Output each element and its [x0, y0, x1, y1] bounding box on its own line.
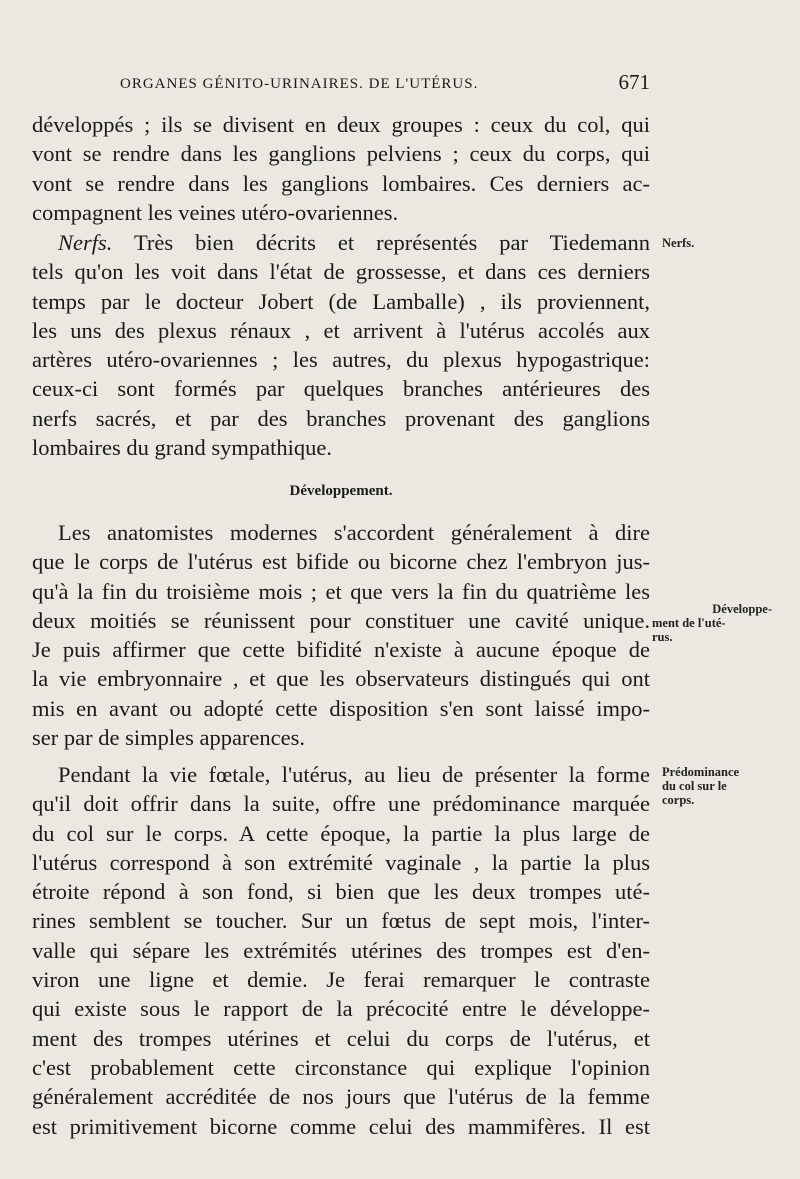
margin-note-line: du col sur le [662, 779, 727, 793]
text-line: deux moitiés se réunissent pour constituer une cavité unique. [32, 607, 650, 633]
text-line: vont se rendre dans les ganglions pelviens ; ceux du corps, qui [32, 141, 650, 167]
text-line: artères utéro-ovariennes ; les autres, du plexus hypogastrique: [32, 347, 650, 373]
text-line: l'utérus correspond à son extrémité vaginale , la partie la plus [32, 849, 650, 875]
section-heading: Développement. [289, 483, 393, 499]
margin-note-predominance [662, 765, 772, 807]
text-line: qu'il doit offrir dans la suite, offre une prédominance marquée [32, 791, 650, 817]
text-line: rines semblent se toucher. Sur un fœtus de sept mois, l'inter- [32, 908, 650, 934]
paragraph-nerfs [32, 228, 650, 462]
text-line: que le corps de l'utérus est bifide ou bicorne chez l'embryon jus- [32, 549, 650, 575]
text-line: Les anatomistes modernes s'accordent généralement à dire [58, 520, 650, 545]
text-line: ser par de simples apparences. [32, 725, 306, 751]
text-line: qu'à la fin du troisième mois ; et que vers la fin du quatrième les [32, 578, 650, 604]
page-number: 671 [618, 70, 650, 94]
margin-note-line: Développe- [712, 602, 772, 616]
text-line: tels qu'on les voit dans l'état de grossesse, et dans ces derniers [32, 259, 650, 285]
text-line: temps par le docteur Jobert (de Lamballe) , ils proviennent, [32, 288, 650, 314]
margin-note-line: Prédominance [662, 765, 740, 779]
text-line: viron une ligne et demie. Je ferai remarquer le contraste [32, 967, 650, 993]
text-line: mis en avant ou adopté cette disposition s'en sont laissé impo- [32, 695, 650, 721]
text-line: vont se rendre dans les ganglions lombaires. Ces derniers ac- [32, 170, 650, 196]
margin-note-nerfs: Nerfs. [662, 236, 695, 250]
text-line: étroite répond à son fond, si bien que les deux trompes uté- [32, 879, 650, 905]
text-line: lombaires du grand sympathique. [32, 435, 332, 461]
text-line: Je puis affirmer que cette bifidité n'existe à aucune époque de [32, 637, 650, 663]
page-header [60, 70, 650, 100]
paragraph-4 [32, 760, 650, 1141]
text-line: c'est probablement cette circonstance qui explique l'opinion [32, 1054, 650, 1080]
margin-note-line: rus. [652, 630, 673, 644]
running-title: ORGANES GÉNITO-URINAIRES. DE L'UTÉRUS. [120, 76, 479, 92]
nerfs-lead: Nerfs. [58, 230, 113, 255]
text-line: nerfs sacrés, et par des branches provenant des ganglions [32, 405, 650, 431]
text-line: est primitivement bicorne comme celui des mammifères. Il est [32, 1113, 650, 1139]
text-line: du col sur le corps. A cette époque, la partie la plus large de [32, 820, 650, 846]
text-line: ceux-ci sont formés par quelques branches antérieures des [32, 376, 650, 402]
text-line: les uns des plexus rénaux , et arrivent à l'utérus accolés aux [32, 317, 650, 343]
text-line: la vie embryonnaire , et que les observateurs distingués qui ont [32, 666, 650, 692]
text-line: qui existe sous le rapport de la précocité entre le développe- [32, 996, 650, 1022]
paragraph-3 [32, 518, 650, 752]
text-line: compagnent les veines utéro-ovariennes. [32, 199, 399, 225]
text-line [32, 228, 650, 257]
text-line: Pendant la vie fœtale, l'utérus, au lieu de présenter la forme [58, 762, 650, 787]
text-line: valle qui sépare les extrémités utérines des trompes est d'en- [32, 937, 650, 963]
margin-note-line: ment de l'uté- [652, 616, 726, 630]
text-line: développés ; ils se divisent en deux groupes : ceux du col, qui [32, 112, 650, 137]
text-line: ment des trompes utérines et celui du corps de l'utérus, et [32, 1025, 650, 1051]
text-line: généralement accréditée de nos jours que l'utérus de la femme [32, 1084, 650, 1110]
nerfs-first-line: Très bien décrits et représentés par Tiedemann [112, 230, 650, 255]
margin-note-line: corps. [662, 793, 695, 807]
margin-note-developpement [652, 602, 772, 644]
paragraph-1 [32, 110, 650, 227]
